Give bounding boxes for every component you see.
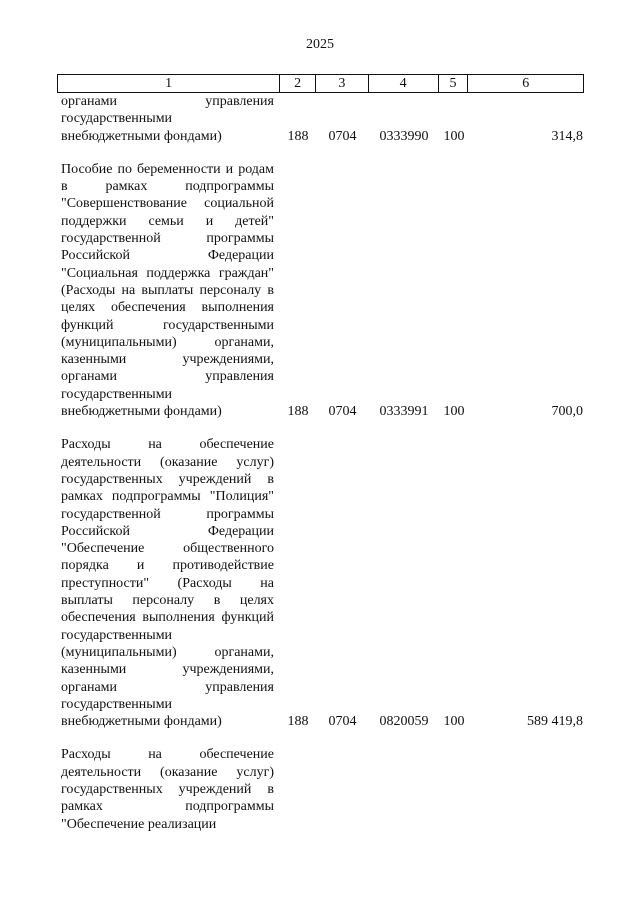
row-amount: 700,0 [551,404,583,420]
table-row [57,93,584,145]
row-expense-type-code: 100 [443,714,465,730]
row-description: органами управления государственными внебюджетными фондами) [61,94,274,144]
row-section-code: 0704 [328,404,357,420]
table-body [57,93,584,849]
row-amount: 314,8 [551,128,583,144]
row-target-code: 0333991 [379,404,429,420]
row-ministry-code: 188 [287,404,309,420]
row-section-code: 0704 [328,714,357,730]
table-row [57,161,584,420]
row-description: Пособие по беременности и родам в рамках подпрограммы "Совершенствование социальной поддержки семьи и детей" государственной программы Российской Федерации "Социальная поддержка граждан" (Расходы на выплаты персоналу в целях обеспечения выполнения функций государственными (муниципальными) органами, казенными учреждениями, органами управления государственными внебюджетными фондами) [61,161,274,420]
row-target-code: 0333990 [379,128,429,144]
table-row [57,746,584,832]
row-target-code: 0820059 [379,714,429,730]
row-ministry-code: 188 [287,128,309,144]
row-section-code: 0704 [328,128,357,144]
table-row [57,436,584,730]
column-header-4: 4 [369,75,439,92]
column-header-6: 6 [522,76,530,91]
column-header-5: 5 [439,75,469,92]
row-ministry-code: 188 [287,714,309,730]
page-number: 2025 [306,37,334,52]
column-header-3: 3 [316,75,369,92]
column-header-2: 2 [280,75,316,92]
row-expense-type-code: 100 [443,404,465,420]
row-description: Расходы на обеспечение деятельности (оказание услуг) государственных учреждений в рамках подпрограммы "Обеспечение реализации [61,747,274,832]
row-expense-type-code: 100 [443,128,465,144]
column-header-1: 1 [58,75,280,92]
table-header [57,74,584,93]
row-amount: 589 419,8 [527,714,583,730]
row-description: Расходы на обеспечение деятельности (оказание услуг) государственных учреждений в рамках подпрограммы "Полиция" государственной программы Российской Федерации "Обеспечение общественного порядка и противодействие преступности" (Расходы на выплаты персоналу в целях обеспечения выполнения функций государственными (муниципальными) органами, казенными учреждениями, органами управления государственными внебюджетными фондами) [61,437,274,730]
